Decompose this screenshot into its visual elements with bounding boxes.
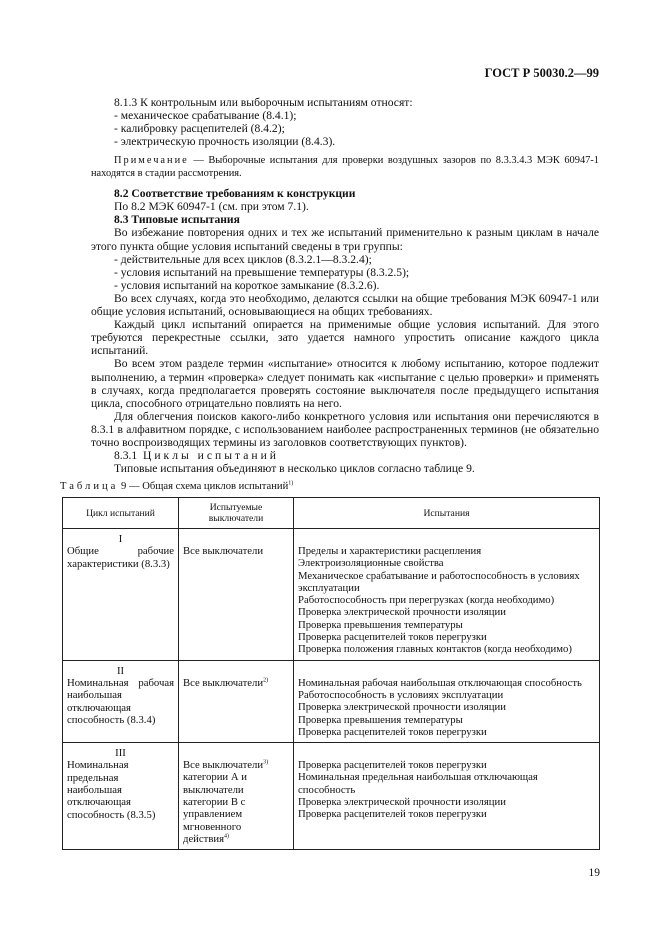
section-8-2-heading: 8.2 Соответствие требованиям к конструкции (114, 187, 356, 201)
test-item: Работоспособность при перегрузках (когда необходимо) (298, 594, 555, 607)
paragraph: Во избежание повторения одних и тех же испытаний применительно к разным циклам в начале этого пункта общие условия испытаний сведены в три группы: (91, 226, 599, 253)
cycle-name: Номинальная рабочая наибольшая отключающая способность (8.3.4) (67, 676, 174, 726)
cycle-cell (63, 660, 179, 742)
test-item: Номинальная рабочая наибольшая отключающая способность (298, 676, 582, 689)
footnote-ref: 3) (263, 759, 269, 766)
test-cycles-table (62, 497, 600, 850)
column-header: Цикл испытаний (63, 498, 179, 529)
breakers-cell (179, 529, 294, 661)
list-item: - условия испытаний на короткое замыкание (8.3.2.6). (114, 278, 380, 292)
tests-cell (294, 529, 600, 661)
list-item: - электрическую прочность изоляции (8.4.3). (114, 135, 336, 149)
test-item: Проверка превышения температуры (298, 713, 463, 726)
subsection-title: Циклы испытаний (142, 449, 279, 463)
table-caption-label: Таблица (60, 481, 119, 492)
note-text: — Выборочные испытания для проверки воздушных зазоров по 8.3.3.4.3 МЭК 60947-1 находятся в стадии рассмотрения. (91, 155, 599, 179)
paragraph: Для облегчения поисков какого-либо конкретного условия или испытания они перечисляются в 8.3.1 в алфавитном порядке, с использованием наиболее распространенных терминов (не обязательно точно воспроизводящих термины из заголовков соответствующих пунктов). (91, 409, 599, 449)
footnote-ref: 4) (224, 833, 229, 840)
test-item: Проверка электрической прочности изоляции (298, 701, 506, 714)
test-item: Электроизоляционные свойства (298, 557, 444, 570)
footnote-ref: 1) (288, 480, 294, 487)
note-paragraph (91, 155, 599, 180)
test-item: Проверка расцепителей токов перегрузки (298, 631, 487, 644)
table-caption (60, 481, 293, 492)
cycle-name: Общие рабочие характеристики (8.3.3) (67, 545, 174, 570)
section-8-1-3-intro: 8.1.3 К контрольным или выборочным испытаниям относят: (114, 96, 413, 109)
cycle-cell (63, 743, 179, 850)
test-item: Проверка расцепителей токов перегрузки (298, 725, 487, 738)
subsection-number: 8.3.1 (114, 449, 138, 463)
breakers-text-rest: категории А и выключатели категории В с управлением мгновенного действия (183, 771, 247, 845)
column-header: Испытуемые выключатели (179, 498, 294, 529)
table-row (63, 743, 600, 850)
breakers-cell (179, 743, 294, 850)
column-header: Испытания (294, 498, 600, 529)
footnote-ref: 2) (263, 677, 269, 684)
subsection-8-3-1-heading (91, 449, 599, 462)
tests-cell (294, 660, 600, 742)
table-row (63, 529, 600, 661)
test-item: Механическое срабатывание и работоспособность в условиях эксплуатации (298, 569, 580, 594)
section-8-2-text: По 8.2 МЭК 60947-1 (см. при этом 7.1). (114, 200, 309, 214)
list-item: - калибровку расцепителей (8.4.2); (114, 122, 285, 136)
table-caption-text: 9 — Общая схема циклов испытаний (121, 481, 289, 492)
list-item: - условия испытаний на превышение температуры (8.3.2.5); (114, 265, 410, 279)
cycle-name: Номинальная предельная наибольшая отключающая способность (8.3.5) (67, 759, 156, 821)
list-item: - механическое срабатывание (8.4.1); (114, 109, 297, 123)
document-body (91, 96, 599, 475)
breakers-text: Все выключатели (183, 676, 264, 689)
note-label: Примечание (114, 155, 189, 167)
table-row (63, 660, 600, 742)
test-item: Работоспособность в условиях эксплуатации (298, 688, 504, 701)
test-item: Проверка расцепителей токов перегрузки (298, 808, 487, 821)
paragraph: Типовые испытания объединяют в несколько циклов согласно таблице 9. (114, 462, 475, 476)
cycle-number: I (118, 533, 123, 545)
list-item: - действительные для всех циклов (8.3.2.1—8.3.2.4); (114, 252, 372, 266)
test-item: Номинальная предельная наибольшая отключающая способность (298, 771, 538, 796)
page-number: 19 (588, 867, 600, 879)
cycle-number: II (116, 664, 125, 677)
breakers-text: Все выключатели (183, 545, 264, 557)
test-item: Проверка электрической прочности изоляции (298, 606, 506, 619)
test-item: Проверка положения главных контактов (когда необходимо) (298, 643, 572, 656)
test-item: Проверка электрической прочности изоляции (298, 796, 506, 809)
paragraph: Во всем этом разделе термин «испытание» относится к любому испытанию, которое подлежит выполнению, а термин «проверка» следует понимать как «испытание с целью проверки» и применять в случаях, когда предполагается проверять состояние выключателя после предыдущего испытания цикла, способного отрицательно повлиять на него. (91, 357, 599, 410)
breakers-cell (179, 660, 294, 742)
test-item: Проверка расцепителей токов перегрузки (298, 759, 487, 772)
paragraph: Каждый цикл испытаний опирается на применимые общие условия испытаний. Для этого требуются перекрестные ссылки, зато удается намного упростить описание каждого цикла испытаний. (91, 318, 599, 358)
tests-cell (294, 743, 600, 850)
test-item: Пределы и характеристики расцепления (298, 545, 482, 557)
cycle-number: III (115, 747, 126, 760)
section-8-3-heading: 8.3 Типовые испытания (114, 213, 240, 227)
paragraph: Во всех случаях, когда это необходимо, делаются ссылки на общие требования МЭК 60947-1 или общие условия испытаний, основывающиеся на общих требованиях. (91, 291, 599, 319)
test-item: Проверка превышения температуры (298, 618, 463, 631)
document-header: ГОСТ Р 50030.2—99 (484, 66, 599, 80)
cycle-cell (63, 529, 179, 661)
table-header-row (63, 498, 600, 529)
breakers-text: Все выключатели (183, 759, 264, 772)
